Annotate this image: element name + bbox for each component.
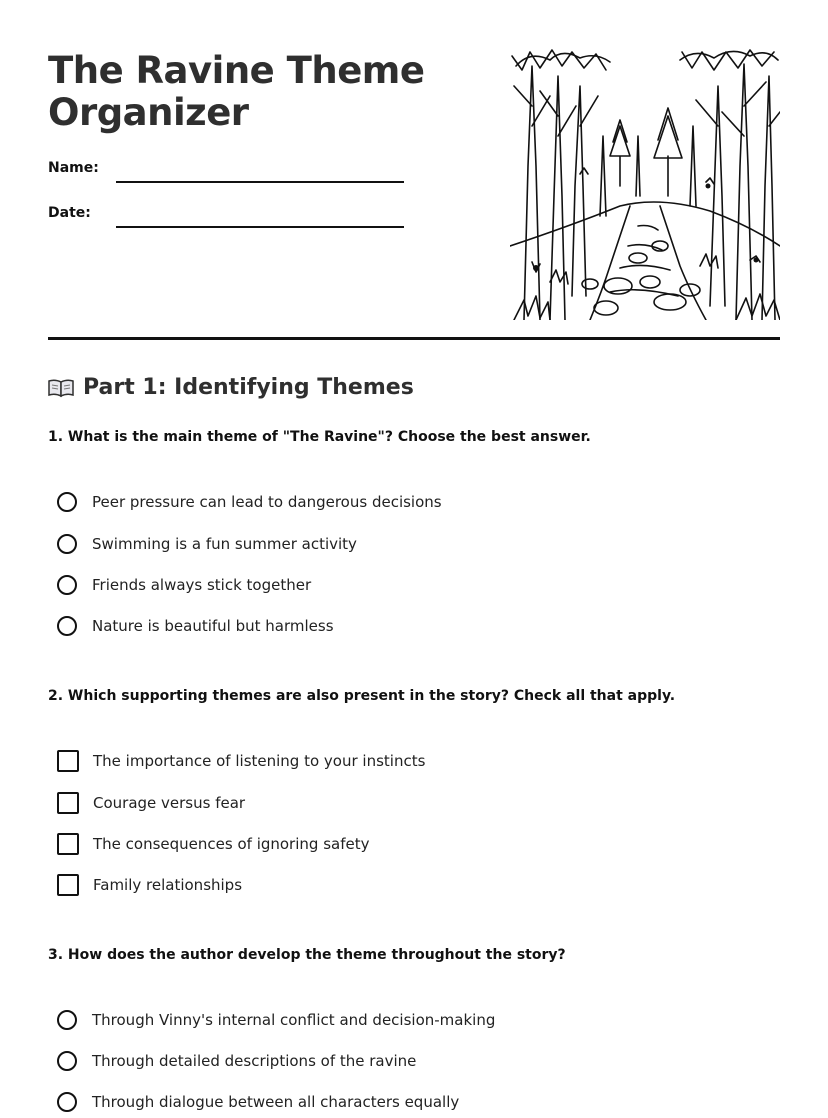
radio-button[interactable]: [57, 534, 77, 554]
section-heading: [48, 375, 414, 400]
option-label: The consequences of ignoring safety: [93, 835, 370, 853]
date-field[interactable]: [116, 226, 404, 228]
radio-button[interactable]: [57, 575, 77, 595]
checkbox[interactable]: [57, 750, 79, 772]
q2-option-1[interactable]: [57, 748, 425, 774]
header-divider: [48, 337, 780, 340]
section-title: Part 1: Identifying Themes: [83, 375, 414, 400]
forest-ravine-illustration: [510, 46, 780, 320]
option-label: Courage versus fear: [93, 794, 246, 812]
option-label: Swimming is a fun summer activity: [92, 535, 357, 553]
q2-option-4[interactable]: [57, 872, 242, 898]
radio-button[interactable]: [57, 1092, 77, 1112]
q1-option-1[interactable]: [57, 489, 442, 515]
option-label: Through detailed descriptions of the ravine: [92, 1052, 417, 1070]
question-2: 2. Which supporting themes are also present in the story? Check all that apply.: [48, 688, 676, 704]
option-label: Peer pressure can lead to dangerous decisions: [92, 493, 442, 511]
open-book-icon: [48, 378, 74, 398]
option-label: Through dialogue between all characters equally: [92, 1093, 460, 1111]
name-label: Name:: [48, 160, 99, 176]
worksheet-title: The Ravine Theme Organizer: [48, 49, 425, 134]
q3-option-2[interactable]: [57, 1048, 416, 1074]
q1-option-4[interactable]: [57, 613, 334, 639]
date-label: Date:: [48, 205, 91, 221]
option-label: Friends always stick together: [92, 576, 312, 594]
radio-button[interactable]: [57, 1010, 77, 1030]
checkbox[interactable]: [57, 792, 79, 814]
option-label: Family relationships: [93, 876, 243, 894]
q3-option-1[interactable]: [57, 1007, 495, 1033]
q1-option-3[interactable]: [57, 572, 311, 598]
option-label: Nature is beautiful but harmless: [92, 617, 334, 635]
checkbox[interactable]: [57, 874, 79, 896]
q3-option-3[interactable]: [57, 1089, 459, 1115]
radio-button[interactable]: [57, 492, 77, 512]
q1-option-2[interactable]: [57, 531, 357, 557]
name-field[interactable]: [116, 181, 404, 183]
radio-button[interactable]: [57, 616, 77, 636]
question-1: 1. What is the main theme of "The Ravine"? Choose the best answer.: [48, 429, 591, 445]
checkbox[interactable]: [57, 833, 79, 855]
option-label: The importance of listening to your instincts: [93, 752, 426, 770]
radio-button[interactable]: [57, 1051, 77, 1071]
q2-option-3[interactable]: [57, 831, 369, 857]
option-label: Through Vinny's internal conflict and decision-making: [92, 1011, 496, 1029]
q2-option-2[interactable]: [57, 790, 245, 816]
question-3: 3. How does the author develop the theme throughout the story?: [48, 947, 566, 963]
